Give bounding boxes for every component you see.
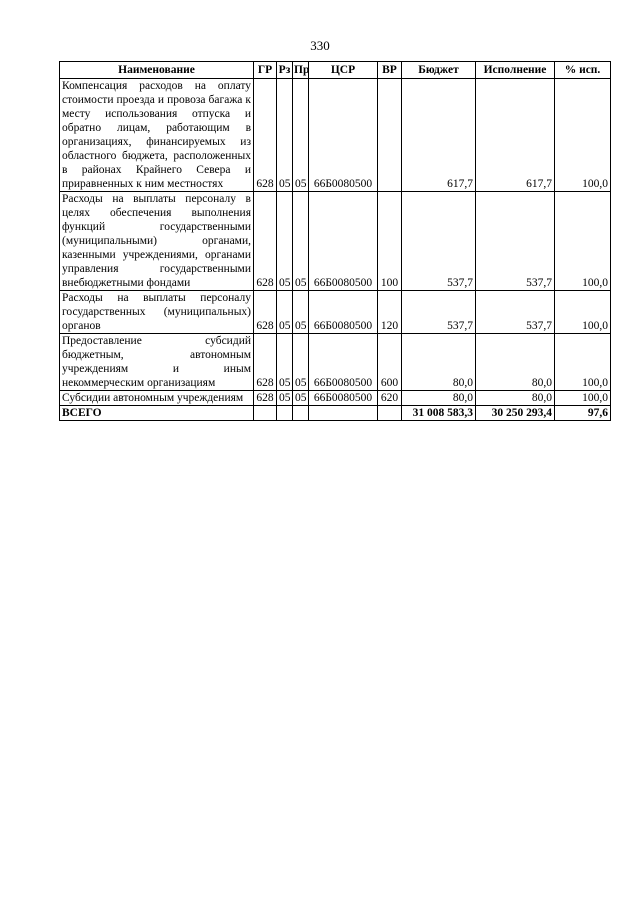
total-execution: 30 250 293,4: [476, 406, 555, 421]
row-budget: 617,7: [402, 79, 476, 192]
row-percent: 100,0: [555, 391, 611, 406]
row-csr: 66Б0080500: [309, 391, 378, 406]
page-number: 330: [310, 38, 330, 53]
row-vr: 120: [378, 291, 402, 334]
table-row: [60, 192, 611, 291]
table-header-row: [60, 62, 611, 79]
table-row: [60, 79, 611, 192]
row-pr: 05: [293, 334, 309, 391]
row-budget: 80,0: [402, 391, 476, 406]
header-budget: Бюджет: [402, 62, 476, 79]
table-row: [60, 391, 611, 406]
row-vr: 620: [378, 391, 402, 406]
total-label: ВСЕГО: [60, 406, 254, 421]
header-pr: Пр: [293, 62, 309, 79]
row-pr: 05: [293, 192, 309, 291]
row-gr: 628: [254, 79, 277, 192]
row-name: Расходы на выплаты персоналу государственных (муниципальных) органов: [60, 291, 254, 334]
row-percent: 100,0: [555, 291, 611, 334]
header-execution: Исполнение: [476, 62, 555, 79]
row-rz: 05: [277, 334, 293, 391]
row-pr: 05: [293, 391, 309, 406]
header-gr: ГР: [254, 62, 277, 79]
row-gr: 628: [254, 334, 277, 391]
row-csr: 66Б0080500: [309, 79, 378, 192]
row-budget: 80,0: [402, 334, 476, 391]
row-rz: 05: [277, 192, 293, 291]
total-rz: [277, 406, 293, 421]
total-row: [60, 406, 611, 421]
header-percent: % исп.: [555, 62, 611, 79]
row-pr: 05: [293, 79, 309, 192]
row-execution: 80,0: [476, 334, 555, 391]
total-gr: [254, 406, 277, 421]
header-csr: ЦСР: [309, 62, 378, 79]
row-vr: 600: [378, 334, 402, 391]
row-csr: 66Б0080500: [309, 192, 378, 291]
row-execution: 537,7: [476, 192, 555, 291]
row-percent: 100,0: [555, 334, 611, 391]
row-name: Предоставление субсидий бюджетным, автономным учреждениям и иным некоммерческим организациям: [60, 334, 254, 391]
row-pr: 05: [293, 291, 309, 334]
row-execution: 537,7: [476, 291, 555, 334]
total-csr: [309, 406, 378, 421]
row-vr: 100: [378, 192, 402, 291]
row-gr: 628: [254, 192, 277, 291]
row-rz: 05: [277, 291, 293, 334]
header-rz: Рз: [277, 62, 293, 79]
row-budget: 537,7: [402, 192, 476, 291]
row-gr: 628: [254, 291, 277, 334]
row-percent: 100,0: [555, 79, 611, 192]
total-budget: 31 008 583,3: [402, 406, 476, 421]
table-row: [60, 334, 611, 391]
row-name: Расходы на выплаты персоналу в целях обеспечения выполнения функций государственными (муниципальными) органами, казенными учреждениями, органами управления государственными внебюджетными фондами: [60, 192, 254, 291]
row-execution: 80,0: [476, 391, 555, 406]
total-vr: [378, 406, 402, 421]
header-name: Наименование: [60, 62, 254, 79]
total-pr: [293, 406, 309, 421]
row-csr: 66Б0080500: [309, 291, 378, 334]
budget-execution-table: [59, 61, 611, 421]
total-percent: 97,6: [555, 406, 611, 421]
row-csr: 66Б0080500: [309, 334, 378, 391]
row-name: Компенсация расходов на оплату стоимости проезда и провоза багажа к месту использования отпуска и обратно лицам, работающим в организациях, финансируемых из областного бюджета, расположенных в районах Крайнего Севера и приравненных к ним местностях: [60, 79, 254, 192]
row-vr: [378, 79, 402, 192]
row-rz: 05: [277, 391, 293, 406]
row-execution: 617,7: [476, 79, 555, 192]
row-gr: 628: [254, 391, 277, 406]
row-rz: 05: [277, 79, 293, 192]
header-vr: ВР: [378, 62, 402, 79]
row-percent: 100,0: [555, 192, 611, 291]
table-row: [60, 291, 611, 334]
row-name: Субсидии автономным учреждениям: [60, 391, 254, 406]
row-budget: 537,7: [402, 291, 476, 334]
